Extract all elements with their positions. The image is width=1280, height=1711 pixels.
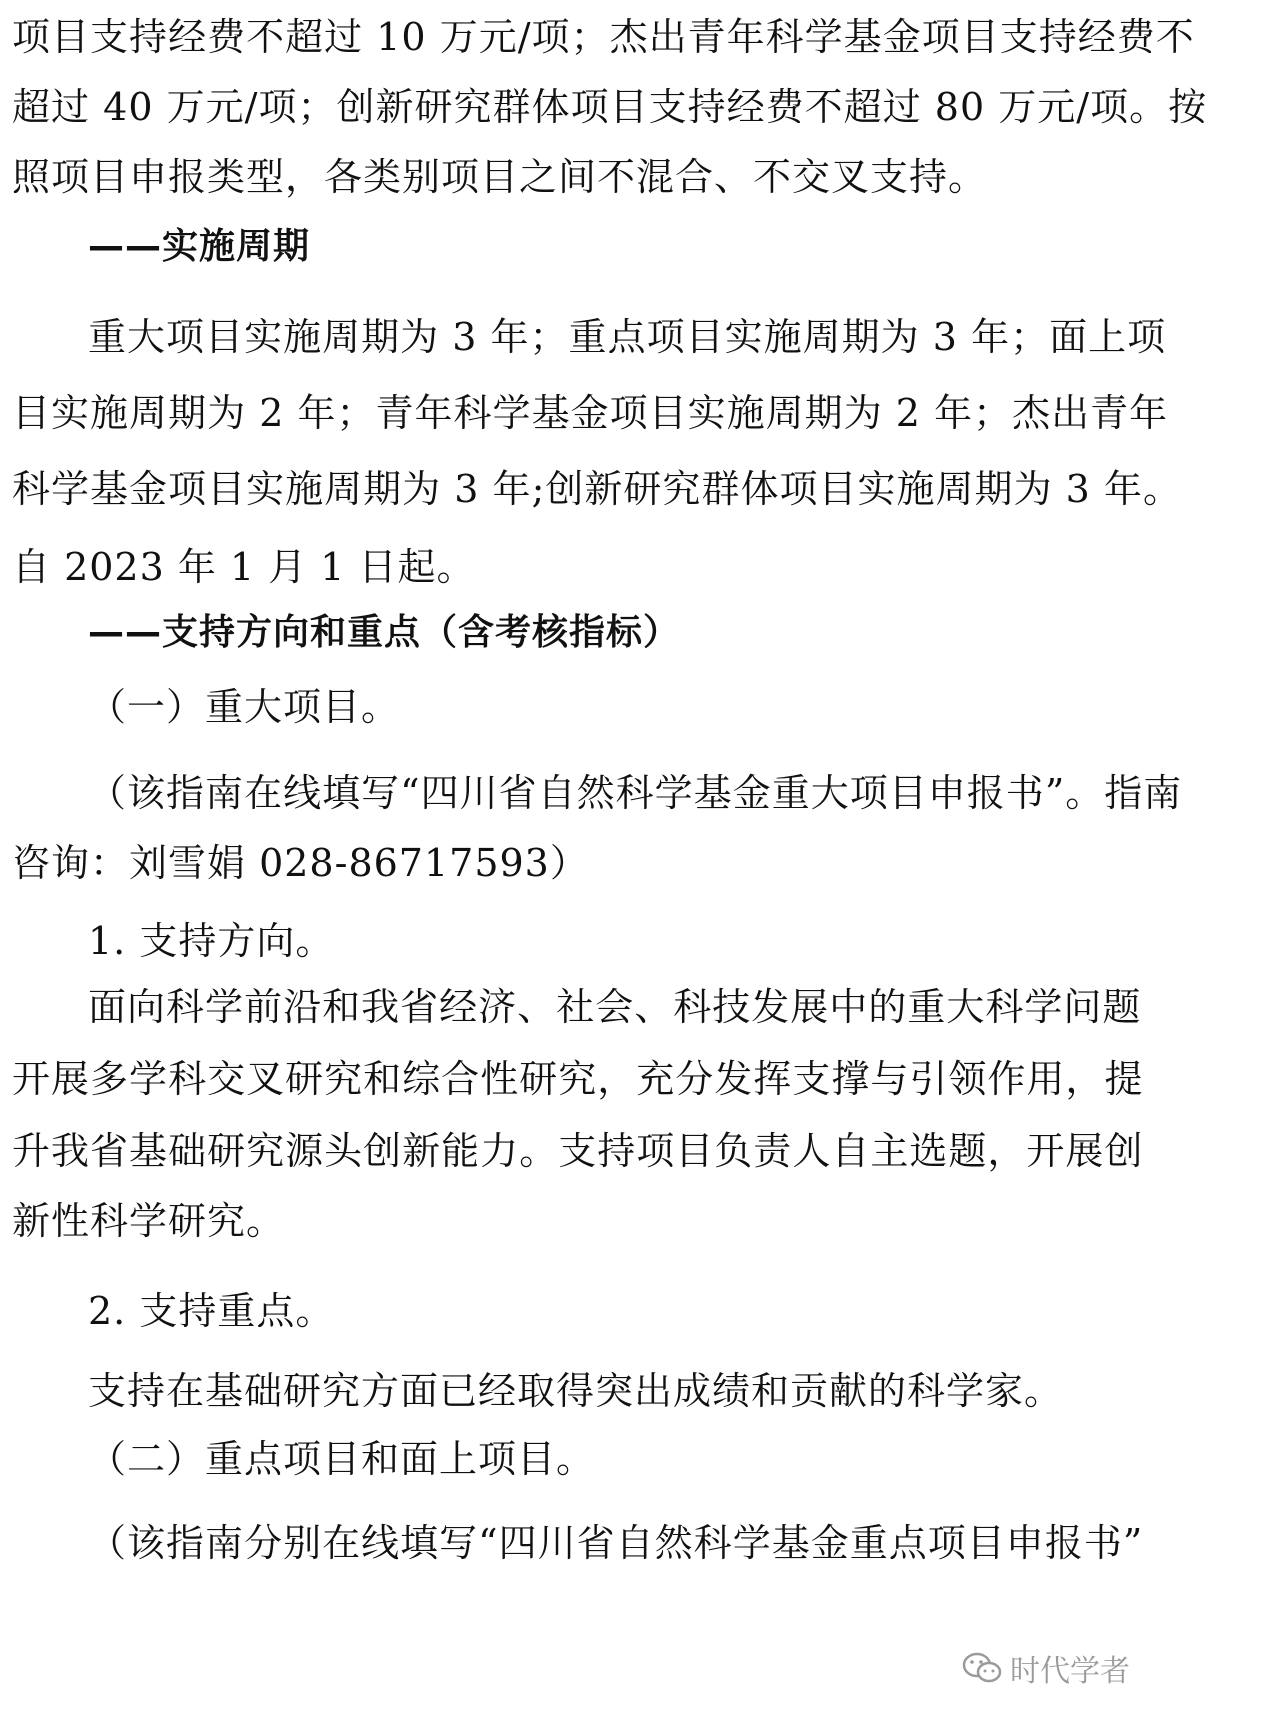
paragraph-line: 超 过 4 0 万 元 / 项 ； 创 新 研 究 群 体 项 目 支 持 经 费 不 超 过 8 0 万 元 / 项 。 按 bbox=[12, 85, 1208, 129]
paragraph-line: 照项目申报类型，各类别项目之间不混合、不交叉支持。 bbox=[12, 155, 988, 199]
section-heading: ——实施周期 bbox=[88, 226, 311, 267]
item-heading: 1. 支持方向。 bbox=[88, 919, 335, 963]
paragraph-line: （ 该 指 南 在 线 填 写 “ 四 川 省 自 然 科 学 基 金 重 大 项 目 申 报 书 ” 。 指 南 bbox=[88, 771, 1183, 815]
subsection-heading: （二）重点项目和面上项目。 bbox=[88, 1437, 596, 1481]
paragraph-line: 重 大 项 目 实 施 周 期 为 3 年 ； 重 点 项 目 实 施 周 期 为 3 年 ； 面 上 项 bbox=[88, 315, 1167, 359]
paragraph-line: 升 我 省 基 础 研 究 源 头 创 新 能 力 。 支 持 项 目 负 责 人 自 主 选 题 ， 开 展 创 bbox=[12, 1129, 1144, 1173]
paragraph-line: 支持在基础研究方面已经取得突出成绩和贡献的科学家。 bbox=[88, 1369, 1064, 1413]
subsection-heading: （一）重大项目。 bbox=[88, 685, 401, 729]
item-heading: 2. 支持重点。 bbox=[88, 1289, 335, 1333]
paragraph-line: 面 向 科 学 前 沿 和 我 省 经 济 、 社 会 、 科 技 发 展 中 的 重 大 科 学 问 题 bbox=[88, 985, 1142, 1029]
section-heading: ——支持方向和重点（含考核指标） bbox=[88, 612, 681, 653]
paragraph-line: 科 学 基 金 项 目 实 施 周 期 为 3 年 ; 创 新 研 究 群 体 项 目 实 施 周 期 为 3 年 。 bbox=[12, 467, 1182, 511]
paragraph-line: 自 2023 年 1 月 1 日起。 bbox=[12, 545, 476, 589]
paragraph-line: 目 实 施 周 期 为 2 年 ； 青 年 科 学 基 金 项 目 实 施 周 期 为 2 年 ； 杰 出 青 年 bbox=[12, 391, 1169, 435]
wechat-icon bbox=[962, 1651, 1002, 1685]
paragraph-line: 项 目 支 持 经 费 不 超 过 1 0 万 元 / 项 ； 杰 出 青 年 科 学 基 金 项 目 支 持 经 费 不 bbox=[12, 15, 1195, 59]
paragraph-line: 开 展 多 学 科 交 叉 研 究 和 综 合 性 研 究 ， 充 分 发 挥 支 撑 与 引 领 作 用 ， 提 bbox=[12, 1057, 1144, 1101]
paragraph-line: 新性科学研究。 bbox=[12, 1199, 286, 1243]
paragraph-line: 咨询：刘雪娟 028-86717593） bbox=[12, 841, 589, 885]
watermark bbox=[962, 1646, 1130, 1690]
paragraph-line: （ 该 指 南 分 别 在 线 填 写 “ 四 川 省 自 然 科 学 基 金 重 点 项 目 申 报 书 ” bbox=[88, 1521, 1144, 1565]
watermark-text: 时代学者 bbox=[1010, 1654, 1130, 1689]
